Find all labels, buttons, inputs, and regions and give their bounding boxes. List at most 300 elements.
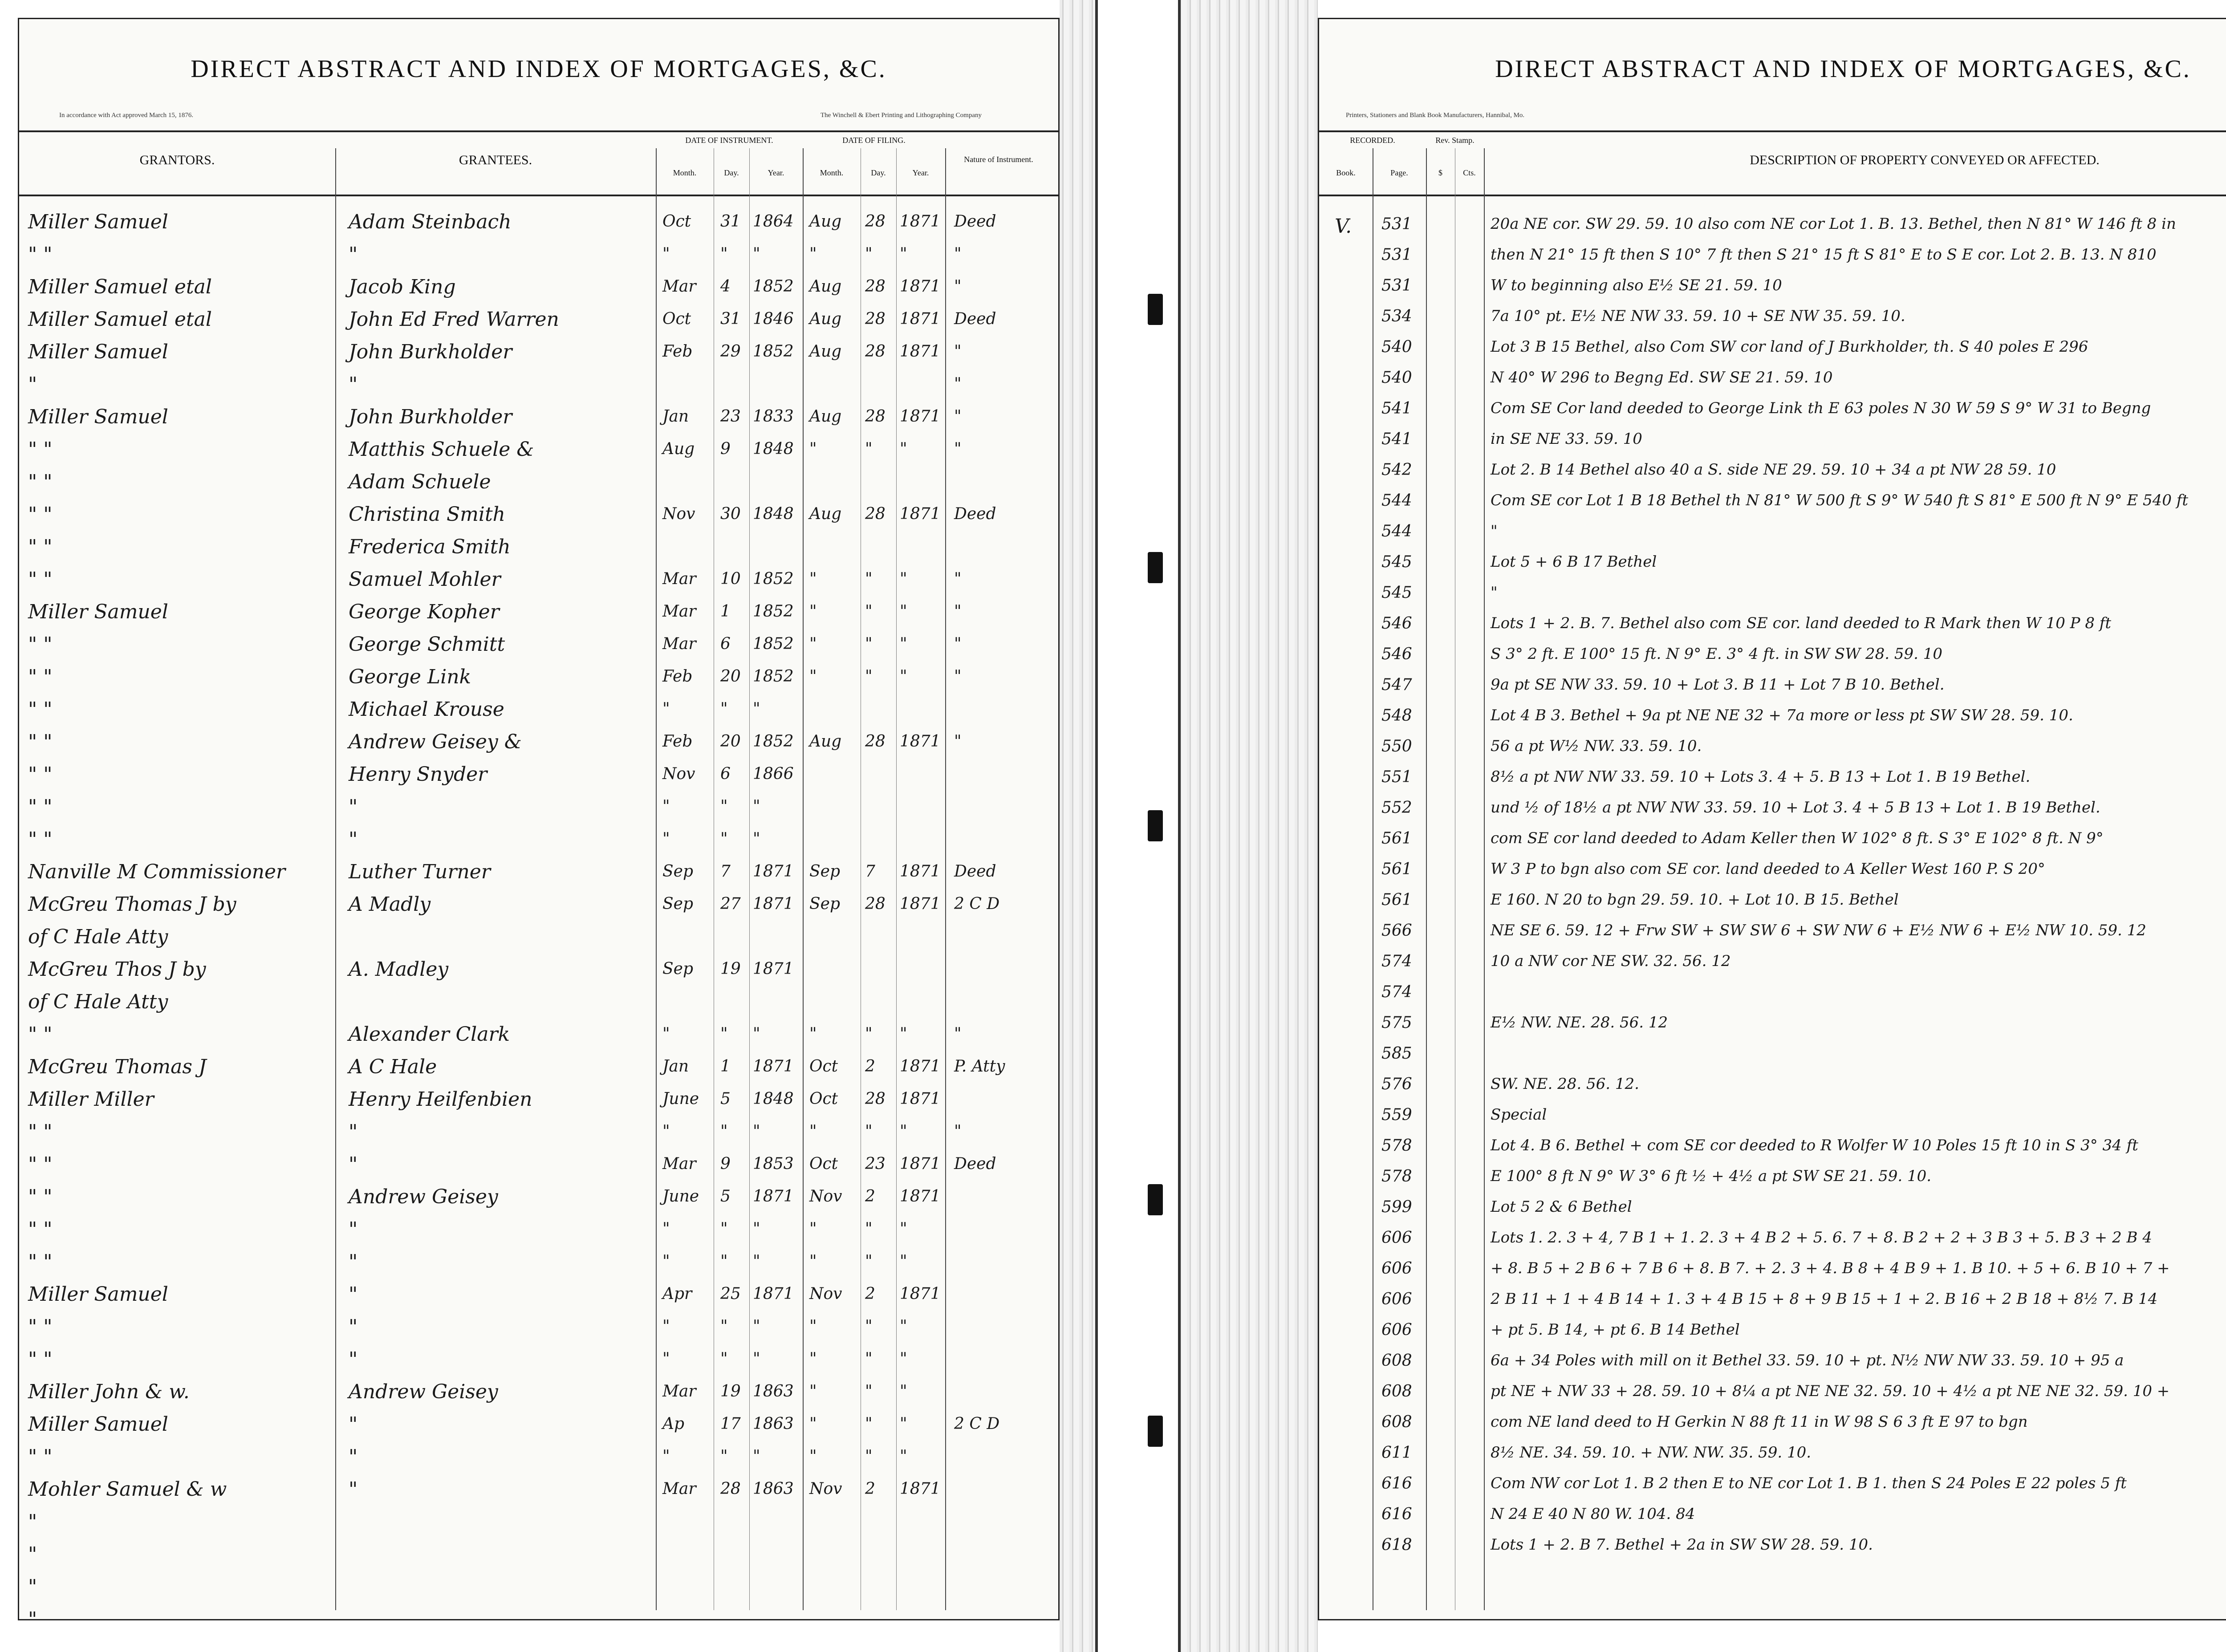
page-number-cell: 606 [1381,1321,1412,1339]
page-number-cell: 540 [1381,369,1412,387]
filing-year-cell: 1871 [900,505,941,523]
property-description-cell: 6a + 34 Poles with mill on it Bethel 33. 59. 10 + pt. N½ NW NW 33. 59. 10 + 95 a [1491,1352,2124,1369]
grantor-cell: Miller Samuel etal [28,276,212,298]
instrument-year-cell: 1833 [753,407,794,426]
grantor-cell: of C Hale Atty [28,990,168,1013]
grantor-cell: " " [28,828,53,851]
filing-year-cell: 1871 [900,1155,941,1173]
instrument-month-cell: Sep [662,862,694,881]
column-rule [896,148,897,1610]
property-description-cell: " [1491,584,1498,601]
page-number-cell: 606 [1381,1259,1412,1278]
instrument-month-cell: " [662,1122,670,1141]
filing-year-cell: " [900,635,907,653]
imprint-note: In accordance with Act approved March 15, 1876. [59,112,194,119]
page-number-cell: 585 [1381,1044,1412,1063]
grantor-cell: " " [28,1023,53,1046]
instrument-month-cell: " [662,1317,670,1335]
left-ledger-page [18,18,1060,1631]
instrument-month-cell: Feb [662,667,693,686]
filing-month-cell: " [809,1447,817,1465]
grantee-cell: " [349,1348,358,1371]
nature-cell: " [954,245,962,263]
grantor-cell: Miller Samuel [28,211,168,233]
instrument-month-cell: " [662,1025,670,1043]
property-description-cell: com SE cor land deeded to Adam Keller then W 102° 8 ft. S 3° E 102° 8 ft. N 9° [1491,829,2104,847]
column-rule [1426,148,1427,1610]
property-description-cell: Lot 4. B 6. Bethel + com SE cor deeded to R Wolfer W 10 Poles 15 ft 10 in S 3° 34 ft [1491,1137,2138,1154]
instrument-year-cell: " [753,1220,760,1238]
instrument-month-cell: June [662,1187,699,1206]
property-description-cell: S 3° 2 ft. E 100° 15 ft. N 9° E. 3° 4 ft. in SW SW 28. 59. 10 [1491,645,1942,663]
grantor-cell: " " [28,698,53,721]
grantor-cell: " [28,1575,37,1598]
filing-month-cell: " [809,1220,817,1238]
page-number-cell: 606 [1381,1229,1412,1247]
property-description-cell: Lot 2. B 14 Bethel also 40 a S. side NE 29. 59. 10 + 34 a pt NW 28 59. 10 [1491,461,2056,479]
grantee-cell: Alexander Clark [349,1023,510,1046]
page-number-cell: 544 [1381,491,1412,510]
header-year: Year. [768,168,784,177]
property-description-cell: Lot 3 B 15 Bethel, also Com SW cor land of J Burkholder, th. S 40 poles E 296 [1491,338,2088,356]
instrument-day-cell: 17 [720,1415,741,1433]
filing-day-cell: " [865,1025,873,1043]
column-rule [1484,148,1485,1610]
header-grantors: GRANTORS. [139,153,215,167]
grantee-cell: " [349,828,358,851]
instrument-month-cell: Nov [662,765,695,783]
instrument-day-cell: " [720,1220,728,1238]
instrument-month-cell: " [662,1350,670,1368]
property-description-cell: in SE NE 33. 59. 10 [1491,430,1642,448]
nature-cell: " [954,440,962,458]
filing-day-cell: " [865,245,873,263]
instrument-day-cell: 9 [720,440,731,458]
property-description-cell: 8½ NE. 34. 59. 10. + NW. NW. 35. 59. 10. [1491,1444,1812,1461]
filing-year-cell: " [900,440,907,458]
instrument-day-cell: 27 [720,895,741,913]
page-number-cell: 540 [1381,338,1412,356]
imprint-publisher: The Winchell & Ebert Printing and Lithographing Company [821,112,982,119]
filing-day-cell: " [865,570,873,588]
instrument-day-cell: 29 [720,342,741,361]
grantor-cell: " " [28,1445,53,1468]
property-description-cell: E 160. N 20 to bgn 29. 59. 10. + Lot 10. B 15. Bethel [1491,891,1899,909]
filing-day-cell: " [865,1317,873,1335]
instrument-day-cell: " [720,830,728,848]
filing-year-cell: " [900,1447,907,1465]
property-description-cell: 56 a pt W½ NW. 33. 59. 10. [1491,737,1702,755]
filing-month-cell: " [809,1350,817,1368]
filing-day-cell: " [865,1382,873,1400]
nature-cell: " [954,375,962,393]
filing-year-cell: 1871 [900,407,941,426]
instrument-day-cell: " [720,797,728,816]
instrument-year-cell: 1852 [753,570,794,588]
nature-cell: Deed [954,862,996,881]
property-description-cell: Lots 1. 2. 3 + 4, 7 B 1 + 1. 2. 3 + 4 B 2 + 5. 6. 7 + 8. B 2 + 2 + 3 B 3 + 5. B 3 + 2 B 4 [1491,1229,2152,1246]
instrument-day-cell: 28 [720,1480,741,1498]
grantee-cell: " [349,1283,358,1306]
instrument-day-cell: " [720,1447,728,1465]
property-description-cell: SW. NE. 28. 56. 12. [1491,1075,1639,1093]
grantee-cell: George Kopher [349,601,500,623]
page-number-cell: 546 [1381,645,1412,663]
header-rev-stamp: Rev. Stamp. [1435,136,1475,145]
instrument-month-cell: Mar [662,277,696,296]
book-letter: V. [1335,215,1352,238]
nature-cell: " [954,1025,962,1043]
property-description-cell: com NE land deed to H Gerkin N 88 ft 11 in W 98 S 6 3 ft E 97 to bgn [1491,1413,2028,1431]
grantee-cell: John Burkholder [349,341,512,363]
header-filing-day: Day. [871,168,886,177]
grantor-cell: Nanville M Commissioner [28,861,286,883]
column-rule [945,148,946,1610]
filing-month-cell: " [809,1252,817,1270]
header-book: Book. [1336,168,1356,177]
instrument-year-cell: " [753,1317,760,1335]
filing-day-cell: " [865,635,873,653]
grantee-cell: Samuel Mohler [349,568,501,591]
filing-month-cell: " [809,245,817,263]
header-grantees: GRANTEES. [459,153,532,167]
property-description-cell: + pt 5. B 14, + pt 6. B 14 Bethel [1491,1321,1740,1339]
filing-day-cell: 28 [865,277,886,296]
grantee-cell: Henry Heilfenbien [349,1088,532,1111]
grantor-cell: of C Hale Atty [28,925,168,948]
filing-month-cell: Oct [809,1155,838,1173]
filing-year-cell: 1871 [900,1057,941,1076]
filing-day-cell: " [865,1415,873,1433]
filing-month-cell: Aug [809,212,842,231]
grantor-cell: Miller Samuel [28,1413,168,1436]
filing-year-cell: 1871 [900,277,941,296]
grantee-cell: George Link [349,666,471,688]
instrument-year-cell: 1871 [753,1187,794,1206]
filing-day-cell: 2 [865,1285,875,1303]
filing-day-cell: " [865,1122,873,1141]
filing-year-cell: 1871 [900,342,941,361]
header-filing-year: Year. [912,168,929,177]
grantor-cell: " " [28,796,53,818]
filing-year-cell: 1871 [900,732,941,751]
header-date-filing: DATE OF FILING. [842,136,906,145]
instrument-day-cell: 19 [720,960,741,978]
instrument-day-cell: 6 [720,765,731,783]
instrument-month-cell: Ap [662,1415,685,1433]
filing-month-cell: Oct [809,1090,838,1108]
filing-month-cell: " [809,1025,817,1043]
filing-day-cell: " [865,440,873,458]
filing-year-cell: 1871 [900,1090,941,1108]
filing-year-cell: " [900,1220,907,1238]
grantor-cell: McGreu Thomas J [28,1055,207,1078]
property-description-cell: Com SE Cor land deeded to George Link th E 63 poles N 30 W 59 S 9° W 31 to Begng [1491,399,2151,417]
instrument-day-cell: " [720,1317,728,1335]
nature-cell: Deed [954,212,996,231]
page-number-cell: 559 [1381,1106,1412,1124]
instrument-month-cell: " [662,830,670,848]
instrument-month-cell: Feb [662,732,693,751]
grantor-cell: Mohler Samuel & w [28,1478,227,1501]
page-number-cell: 616 [1381,1474,1412,1493]
filing-month-cell: Nov [809,1285,842,1303]
grantor-cell: Miller Samuel [28,341,168,363]
filing-day-cell: 2 [865,1057,875,1076]
property-description-cell: N 24 E 40 N 80 W. 104. 84 [1491,1505,1695,1523]
filing-month-cell: Sep [809,895,841,913]
page-number-cell: 575 [1381,1014,1412,1032]
filing-year-cell: " [900,245,907,263]
page-number-cell: 545 [1381,584,1412,602]
grantee-cell: " [349,1218,358,1241]
page-number-cell: 608 [1381,1382,1412,1400]
instrument-month-cell: Aug [662,440,695,458]
filing-year-cell: " [900,667,907,686]
filing-day-cell: 28 [865,342,886,361]
page-number-cell: 561 [1381,829,1412,848]
nature-cell: " [954,570,962,588]
grantor-cell: " " [28,243,53,266]
page-number-cell: 578 [1381,1167,1412,1185]
instrument-month-cell: Mar [662,1382,696,1400]
nature-cell: " [954,732,962,751]
grantor-cell: " [28,373,37,396]
grantor-cell: " " [28,1185,53,1208]
column-rule [656,148,657,1610]
filing-year-cell: " [900,1415,907,1433]
nature-cell: Deed [954,505,996,523]
filing-month-cell: Aug [809,407,842,426]
property-description-cell: " [1491,522,1498,540]
filing-month-cell: Sep [809,862,841,881]
instrument-month-cell: Apr [662,1285,692,1303]
binding-strip [1095,0,1181,1652]
filing-year-cell: 1871 [900,310,941,328]
instrument-day-cell: 5 [720,1090,731,1108]
grantee-cell: John Burkholder [349,406,512,428]
instrument-month-cell: Sep [662,960,694,978]
filing-year-cell: 1871 [900,862,941,881]
filing-year-cell: " [900,602,907,621]
header-recorded: RECORDED. [1350,136,1395,145]
grantor-cell: " " [28,471,53,493]
instrument-year-cell: 1863 [753,1415,794,1433]
page-title: DIRECT ABSTRACT AND INDEX OF MORTGAGES, &C. [1495,55,2191,83]
filing-year-cell: 1871 [900,1187,941,1206]
page-number-cell: 548 [1381,706,1412,725]
instrument-month-cell: Mar [662,602,696,621]
filing-day-cell: 28 [865,732,886,751]
grantor-cell: " " [28,568,53,591]
page-number-cell: 566 [1381,921,1412,940]
instrument-month-cell: Sep [662,895,694,913]
filing-day-cell: 2 [865,1480,875,1498]
instrument-day-cell: 9 [720,1155,731,1173]
grantee-cell: Jacob King [349,276,456,298]
grantor-cell: " [28,1543,37,1566]
filing-day-cell: 28 [865,505,886,523]
property-description-cell: 8½ a pt NW NW 33. 59. 10 + Lots 3. 4 + 5. B 13 + Lot 1. B 19 Bethel. [1491,768,2031,786]
grantor-cell: " " [28,1218,53,1241]
grantee-cell: " [349,1153,358,1176]
filing-month-cell: " [809,635,817,653]
page-number-cell: 618 [1381,1536,1412,1554]
nature-cell: " [954,342,962,361]
grantor-cell: Miller Miller [28,1088,154,1111]
page-number-cell: 545 [1381,553,1412,571]
instrument-year-cell: 1852 [753,342,794,361]
instrument-year-cell: 1871 [753,862,794,881]
grantee-cell: Andrew Geisey & [349,731,522,753]
property-description-cell: und ½ of 18½ a pt NW NW 33. 59. 10 + Lot 3. 4 + 5 B 13 + Lot 1. B 19 Bethel. [1491,799,2100,816]
page-number-cell: 541 [1381,430,1412,448]
filing-month-cell: " [809,570,817,588]
instrument-month-cell: " [662,797,670,816]
grantor-cell: Miller Samuel etal [28,308,212,331]
filing-year-cell: 1871 [900,212,941,231]
grantee-cell: Henry Snyder [349,763,487,786]
grantor-cell: Miller Samuel [28,601,168,623]
binding-hole [1148,810,1163,841]
page-number-cell: 546 [1381,614,1412,633]
filing-day-cell: 2 [865,1187,875,1206]
filing-day-cell: 7 [865,862,875,881]
grantee-cell: A. Madley [349,958,449,981]
grantor-cell: " " [28,1348,53,1371]
page-number-cell: 534 [1381,307,1412,325]
page-number-cell: 531 [1381,246,1412,264]
instrument-day-cell: 19 [720,1382,741,1400]
grantor-cell: McGreu Thos J by [28,958,206,981]
filing-year-cell: " [900,1025,907,1043]
property-description-cell: Lot 4 B 3. Bethel + 9a pt NE NE 32 + 7a more or less pt SW SW 28. 59. 10. [1491,706,2073,724]
filing-year-cell: 1871 [900,1285,941,1303]
instrument-year-cell: 1871 [753,895,794,913]
instrument-day-cell: 20 [720,667,741,686]
page-number-cell: 547 [1381,676,1412,694]
instrument-year-cell: 1848 [753,505,794,523]
filing-month-cell: Aug [809,732,842,751]
page-number-cell: 531 [1381,215,1412,233]
property-description-cell: Lot 5 + 6 B 17 Bethel [1491,553,1657,571]
nature-cell: Deed [954,1155,996,1173]
grantee-cell: " [349,1315,358,1338]
header-description: DESCRIPTION OF PROPERTY CONVEYED OR AFFECTED. [1750,153,2100,167]
grantor-cell: Miller John & w. [28,1380,190,1403]
header-page: Page. [1390,168,1408,177]
nature-cell: " [954,1122,962,1141]
column-rule [749,148,750,1610]
instrument-year-cell: 1846 [753,310,794,328]
filing-month-cell: " [809,1122,817,1141]
instrument-month-cell: Mar [662,1155,696,1173]
instrument-month-cell: Feb [662,342,693,361]
nature-cell: 2 C D [954,1415,1000,1433]
page-number-cell: 606 [1381,1290,1412,1308]
grantee-cell: John Ed Fred Warren [349,308,559,331]
grantor-cell: " " [28,731,53,753]
property-description-cell: Lot 5 2 & 6 Bethel [1491,1198,1632,1216]
instrument-year-cell: " [753,1252,760,1270]
property-description-cell: W 3 P to bgn also com SE cor. land deeded to A Keller West 160 P. S 20° [1491,860,2045,878]
column-rule [335,148,336,1610]
instrument-month-cell: Jan [662,407,689,426]
instrument-year-cell: 1871 [753,1285,794,1303]
filing-month-cell: " [809,602,817,621]
grantee-cell: Christina Smith [349,503,505,526]
filing-year-cell: " [900,1252,907,1270]
instrument-month-cell: Nov [662,505,695,523]
instrument-month-cell: Mar [662,570,696,588]
filing-year-cell: " [900,1382,907,1400]
instrument-year-cell: " [753,1122,760,1141]
imprint-printer: Printers, Stationers and Blank Book Manufacturers, Hannibal, Mo. [1346,112,1525,119]
instrument-year-cell: " [753,1350,760,1368]
property-description-cell: Lots 1 + 2. B 7. Bethel + 2a in SW SW 28. 59. 10. [1491,1536,1873,1554]
property-description-cell: + 8. B 5 + 2 B 6 + 7 B 6 + 8. B 7. + 2. 3 + 4. B 8 + 4 B 9 + 1. B 10. + 5 + 6. B 10 + 7 + [1491,1259,2170,1277]
grantee-cell: Andrew Geisey [349,1185,498,1208]
grantor-cell: Miller Samuel [28,406,168,428]
instrument-year-cell: " [753,700,760,718]
page-number-cell: 574 [1381,983,1412,1001]
nature-cell: " [954,635,962,653]
instrument-year-cell: 1848 [753,1090,794,1108]
instrument-year-cell: 1866 [753,765,794,783]
grantor-cell: " " [28,503,53,526]
grantee-cell: A C Hale [349,1055,437,1078]
page-number-cell: 552 [1381,799,1412,817]
instrument-month-cell: " [662,700,670,718]
filing-day-cell: " [865,1350,873,1368]
property-description-cell: Special [1491,1106,1547,1124]
filing-month-cell: Aug [809,505,842,523]
nature-cell: " [954,277,962,296]
instrument-month-cell: Jan [662,1057,689,1076]
grantor-cell: Miller Samuel [28,1283,168,1306]
instrument-day-cell: 7 [720,862,731,881]
filing-day-cell: " [865,1252,873,1270]
grantee-cell: Adam Steinbach [349,211,512,233]
instrument-year-cell: 1853 [753,1155,794,1173]
page-number-cell: 574 [1381,952,1412,970]
grantor-cell: " [28,1608,37,1631]
instrument-day-cell: 30 [720,505,741,523]
property-description-cell: then N 21° 15 ft then S 10° 7 ft then S 21° 15 ft S 81° E to S E cor. Lot 2. B. 13. N 810 [1491,246,2157,264]
grantor-cell: McGreu Thomas J by [28,893,236,916]
instrument-month-cell: Oct [662,212,691,231]
instrument-month-cell: " [662,245,670,263]
filing-day-cell: " [865,602,873,621]
nature-cell: " [954,602,962,621]
instrument-day-cell: " [720,700,728,718]
instrument-month-cell: " [662,1252,670,1270]
page-number-cell: 561 [1381,891,1412,909]
instrument-day-cell: 31 [720,310,741,328]
filing-month-cell: " [809,1317,817,1335]
grantee-cell: " [349,373,358,396]
instrument-month-cell: Mar [662,635,696,653]
page-number-cell: 550 [1381,737,1412,755]
instrument-day-cell: 1 [720,1057,731,1076]
instrument-day-cell: 6 [720,635,731,653]
filing-year-cell: 1871 [900,1480,941,1498]
binding-hole [1148,1416,1163,1447]
instrument-year-cell: 1871 [753,960,794,978]
instrument-day-cell: 25 [720,1285,741,1303]
grantee-cell: Luther Turner [349,861,491,883]
filing-month-cell: Aug [809,310,842,328]
